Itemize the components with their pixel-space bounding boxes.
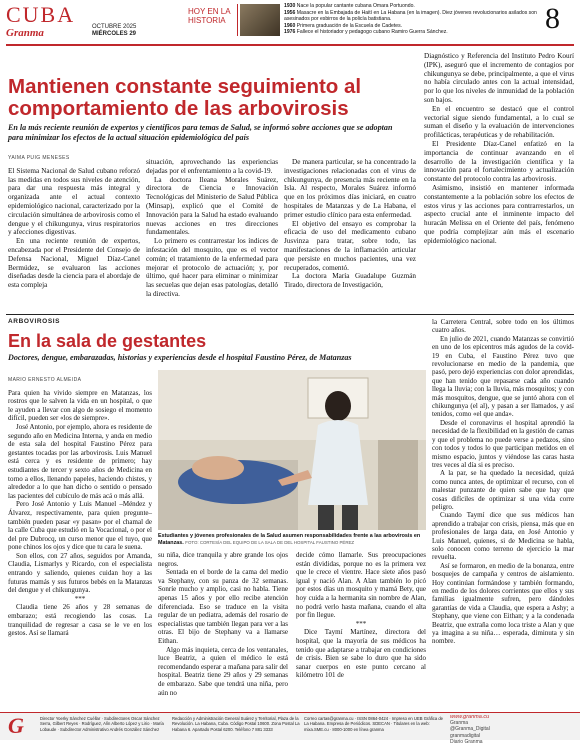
article2-column-2 <box>158 551 288 697</box>
paragraph: A la par, se ha quedado la necesidad, quizá como nunca antes, de optimizar el recurso, con el malestar punzante de quien sabe que hay que cosas difíciles de optimizar si una vida corre peligro. <box>432 469 574 511</box>
paragraph: La doctora María Guadalupe Guzmán Tirado, directora de Investigación, <box>284 272 416 290</box>
article1-column-1 <box>8 154 140 290</box>
article2-deck: Doctores, dengue, embarazadas, historias y experiencias desde el hospital Faustino Pérez, de Matanzas <box>8 353 352 362</box>
paragraph: Claudia tiene 26 años y 28 semanas de embarazo; está recogiendo las cosas. La tranquilidad de regresar a casa se le ve en los gestos. Así se llamará <box>8 603 152 638</box>
paragraph: situación, aprovechando las experiencias dejadas por el enfrentamiento a la covid-19. <box>146 158 278 175</box>
history-item: 1960 Primera graduación de la Escuela de Cadetes. <box>284 22 403 29</box>
paragraph: Para quien ha vivido siempre en Matanzas, los rostros que le salven la vida en un hospital, o que le ayuden a llevar con algo de sosiego el momento difícil, pueden ser «los de siempre». <box>8 388 152 423</box>
photo-illustration <box>158 370 426 530</box>
issue-day: MIÉRCOLES 29 <box>92 31 137 37</box>
paragraph: Son ellos, con 27 años, seguidos por Amanda, Claudia, Lismarlys y Ricardo, con el especialista entrando y saliendo, quienes cuidan hoy a las futuras mamás y sus futuros bebés en la Matanzas del dengue y el chikungunya. <box>8 551 152 595</box>
issue-month: OCTUBRE 2025 <box>92 24 137 30</box>
history-item: 1956 Masacre en la Embajada de Haití en La Habana (en la imagen). Diez jóvenes revolucionarios asilados son asesinados por esbirros de la policía batistiana. <box>284 9 537 23</box>
history-label <box>188 4 238 36</box>
paragraph: Sentada en el borde de la cama del medio va Stephany, con su panza de 32 semanas. Sonríe mucho y amplio, casi no habla. Tiene apenas 15 años y por ello recibe atención diferenciada. Eso se traduce en la visita regular de un pediatra, además del rosario de especialistas que también llegan para ver a las otras. El bijo de Stephany va a llamarse Eithan. <box>158 568 288 645</box>
article2-column-1 <box>8 376 152 638</box>
history-item: 1976 Fallece el historiador y pedagogo cubano Ramiro Guerra Sánchez. <box>284 29 448 36</box>
separator: *** <box>74 594 86 603</box>
footer-staff: Director Yoerky Sánchez Cuéllar · Subdirectores Oscar Sánchez Serra, Gilbert Reyes · Rodríguez, Alín Alberto López y Lirio · María Lobaude · Subdirector Administrativo Andrés González Sánchez <box>40 716 164 732</box>
paragraph: Algo más inquieta, cerca de los ventanales, luce Beatriz, a quien el médico le está recomendando esperar a mañana para salir del hospital. Beatriz tiene 29 años y 29 semanas de embarazo. Sabe que tendrá una niña, pero aún no <box>158 645 288 697</box>
history-label-line2: HISTORIA <box>188 16 226 25</box>
photo-caption <box>158 533 426 546</box>
article1-byline: YAIMA PUIG MENESES <box>8 155 70 161</box>
article2-byline: MARIO ERNESTO ALMEIDA <box>8 377 82 383</box>
header-divider <box>6 44 574 46</box>
footer-address: Redacción y Administración General Suárez y Territorial, Plaza de la Revolución. La Habana, Cuba. Código Postal 10600. Zona Postal La Habana 6. Apartado Postal 6200. Teléfono 7 881 3333 <box>172 716 300 732</box>
photo-credit: FOTO: CORTESÍA DEL EQUIPO DE LA SALA DE DEL HOSPITAL FAUSTINO PÉREZ <box>185 539 355 545</box>
paragraph: En julio de 2021, cuando Matanzas se convirtió en uno de los epicentros más agudos de la covid-19 en Cuba, el Faustino Pérez tuvo que revolucionarse en medio de la pandemia, que pasó, pero dejó experiencias con dolor aprendidas, que han tenido que repasarse cada año cuando llega la lluvia; con la lluvia, más mosquitos; y con más mosquitos, dengue, que se juntó ahora con el chikungunya (el al), y pasan a ser llamados, y así tenidos, como «el que anda». <box>432 334 574 419</box>
history-photo <box>240 4 280 36</box>
facebook-link[interactable]: Granma <box>450 720 469 727</box>
separator: *** <box>355 619 367 628</box>
paragraph: El Presidente Díaz-Canel enfatizó en la importancia de continuar avanzando en el desarrollo de la investigación científica y la innovación para el fortalecimiento y actualización constante del protocolo contra las arbovirosis. <box>424 139 574 184</box>
article2-headline: En la sala de gestantes <box>8 331 207 351</box>
paragraph: la Carretera Central, sobre todo en los últimos cuatro años. <box>432 318 574 335</box>
website-link[interactable]: www.granma.cu <box>450 714 490 720</box>
paragraph: Cuando Taymí dice que sus médicos han aprendido a trabajar con crisis, piensa, más que en profesionales de larga data, en José Antonio y Luis Manuel, quienes, si de Medicina se habla, solo conocen como terreno de ejercicio la mar revuelta. <box>432 511 574 562</box>
instagram-link[interactable]: granmadigital <box>450 732 481 739</box>
caption-text: Estudiantes y jóvenes profesionales de la Salud asumen responsabilidades frente a las arbovirosis en Matanzas. <box>158 533 421 546</box>
article1-column-3 <box>284 158 416 290</box>
youtube-link[interactable]: Diario Granma <box>450 738 483 745</box>
paragraph: Desde el coronavirus el hospital aprendió la necesidad de la flexibilidad en la gestión de camas y que el problema no puede verse a pedazos, sino con todos y todos lo que participan metidos en el mismo espacio, juntos y viéndose las caras hasta tres veces al día si es preciso. <box>432 418 574 469</box>
article2-column-4 <box>432 318 574 646</box>
article1-column-4 <box>424 52 574 246</box>
section-label: ARBOVIROSIS <box>8 318 61 325</box>
granma-logo: G <box>8 713 24 738</box>
article1-column-2 <box>146 158 278 299</box>
paragraph: su niña, dice tranquila y abre grande los ojos negros. <box>158 551 288 568</box>
article1-deck: En la más reciente reunión de expertos y científicos para temas de Salud, se informó sobre acciones que se adoptan para minimizar los efectos de la actual situación epidemiológica del país <box>8 123 393 142</box>
article1-headline: Mantienen constante seguimiento al comportamiento de las arbovirosis <box>8 75 362 120</box>
page-number: 8 <box>545 2 560 35</box>
paragraph: En una reciente reunión de expertos, encabezada por el Presidente del Consejo de Defensa Nacional, Miguel Díaz-Canel Bermúdez, se evaluaron las acciones diseñadas desde la ciencia para el abordaje de esta compleja <box>8 237 140 290</box>
paragraph: Asimismo, insistió en mantener informada constantemente a la población sobre los efectos de estos virus y las acciones para contrarrestarlos, un aspecto crucial ante el inminente impacto del huracán Melissa en el Oriente del país, fenómeno que podría complejizar aún más el escenario epidemiológico nacional. <box>424 183 574 245</box>
history-list <box>284 3 554 36</box>
paragraph: decide cómo llamarle. Sus preocupaciones están divididas, porque no es la primera vez que le crece el vientre. Hace siete años pasó igual y nació Alan. A Alan también lo picó por estos días un mosquito y mamá Bety, que hoy cuida a la hermanita sin nombre de Alan, no podrá verlo hasta mañana, cuando el alta por fin llegue. <box>296 551 426 620</box>
paragraph: Lo primero es contrarrestar los índices de infestación del mosquito, que es el vector común; el tratamiento de la enfermedad para mejorar el protocolo de actuación; y, por último, qué hacer para eliminar o minimizar las secuelas que dejan esas patologías, detalló la directiva. <box>146 237 278 298</box>
paragraph: Pero José Antonio y Luis Manuel –Méndez y Álvarez, respectivamente, para quien pregunte– también pueden pasar «y pasan» por el chamal de la calle Cuba que estudió en la Vocacional, o por el del pre Dubrocq, un curso menor que el tuyo, que pone chinos los ojos y dice que tu cara le suena. <box>8 500 152 552</box>
hospital-photo <box>158 370 426 530</box>
history-label-line1: HOY EN LA <box>188 7 231 16</box>
footer-contact: Correo cartas@granma.cu · ISSN 0864-0424 · Impreso en UEB Gráfica de La Habana. Empresa de Periódicos. SDECAN · Titulares en la web: mixa.SME.cu · 8000-1000 en línea granma <box>304 716 444 732</box>
paragraph: De manera particular, se ha concentrado la investigaciones relacionadas con el virus de chikungunya, de presencia más reciente en la Isla. Al respecto, Morales Suárez informó que en los próximos días iniciará, en cuatro hospitales de Matanzas y de La Habana, el primer estudio clínico para esta enfermedad. <box>284 158 416 219</box>
paragraph: El objetivo del ensayo es comprobar la eficacia de uso del medicamento cubano Jusvinza para tratar, sobre todo, las manifestaciones de la inflamación articular que persiste en muchos pacientes, una vez recuperados, comentó. <box>284 219 416 272</box>
twitter-link[interactable]: @Granma_Digital <box>450 726 490 733</box>
paragraph: Dice Taymí Martínez, directora del hospital, que la mayoría de sus médicos ha tenido que adaptarse a trabajar en condiciones de crisis. Bien se sabe lo duro que ha sido sanar cuerpos en este punto cercano al kilómetro 101 de <box>296 628 426 680</box>
issue-date <box>92 24 136 38</box>
footer-social <box>450 714 570 745</box>
history-item: 1930 Nace la popular cantante cubana Omara Portuondo. <box>284 3 415 9</box>
section-divider <box>6 314 574 315</box>
paragraph: El Sistema Nacional de Salud cubano reforzó las medidas en todos sus niveles de atención, para dar una respuesta más integral y organizada ante el actual contexto epidemiológico nacional, caracterizado por la circulación simultánea de arbovirosis como el dengue y el chikungunya, virus respiratorios y afecciones digestivas. <box>8 166 140 237</box>
paragraph: En el encuentro se destacó que el control vectorial sigue siendo fundamental, a lo cual se suman el diseño y la evaluación de intervenciones profilácticas, terapéuticas y de rehabilitación. <box>424 104 574 140</box>
masthead-title: CUBA <box>6 2 76 27</box>
paragraph: La doctora Ileana Morales Suárez, directora de Ciencia e Innovación Tecnológicas del Ministerio de Salud Pública (Minsap), explicó que el Comité de Innovación para la Salud ha estado evaluando nuevas acciones en tres direcciones fundamentales. <box>146 175 278 237</box>
article2-column-3 <box>296 551 426 680</box>
paragraph: Así se formaron, en medio de la bonanza, entre bosquejes de campaña y centros de aislamiento. Hoy continúan formándose y también formando, en medio de los dolores corrientes que ellos y sus familias igualmente sufren, pero dándoles garantías de vida a Claudia, que espera a Ashy; a Stephany, que viene con Eithan; y a la condenada Beatriz, que extraña como loca triste a Alan y que ya imagina a su niña… esperada, diminuta y sin nombre. <box>432 561 574 646</box>
paragraph: José Antonio, por ejemplo, ahora es residente de segundo año en Medicina Interna, y anda en medio de esta sala del hospital Faustino Pérez para gestantes tocadas por las arbovirosis. Luis Manuel está cerca y es residente de primero; hay estudiantes de tercer y sexto años de Medicina en torno a ellos, llenando papeles, haciendo chistes, y alrededor a lo que han dicho o sentido o pensado las pacientes del cubículo de más acá o más allá. <box>8 422 152 500</box>
masthead-subtitle: Granma <box>6 27 44 39</box>
paragraph: Diagnóstico y Referencia del Instituto Pedro Kourí (IPK), aseguró que el incremento de contagios por chikungunya se debe, principalmente, a que el virus no había circulado antes con la actual intensidad, por lo que los niveles de inmunidad de la población son bajos. <box>424 52 574 104</box>
